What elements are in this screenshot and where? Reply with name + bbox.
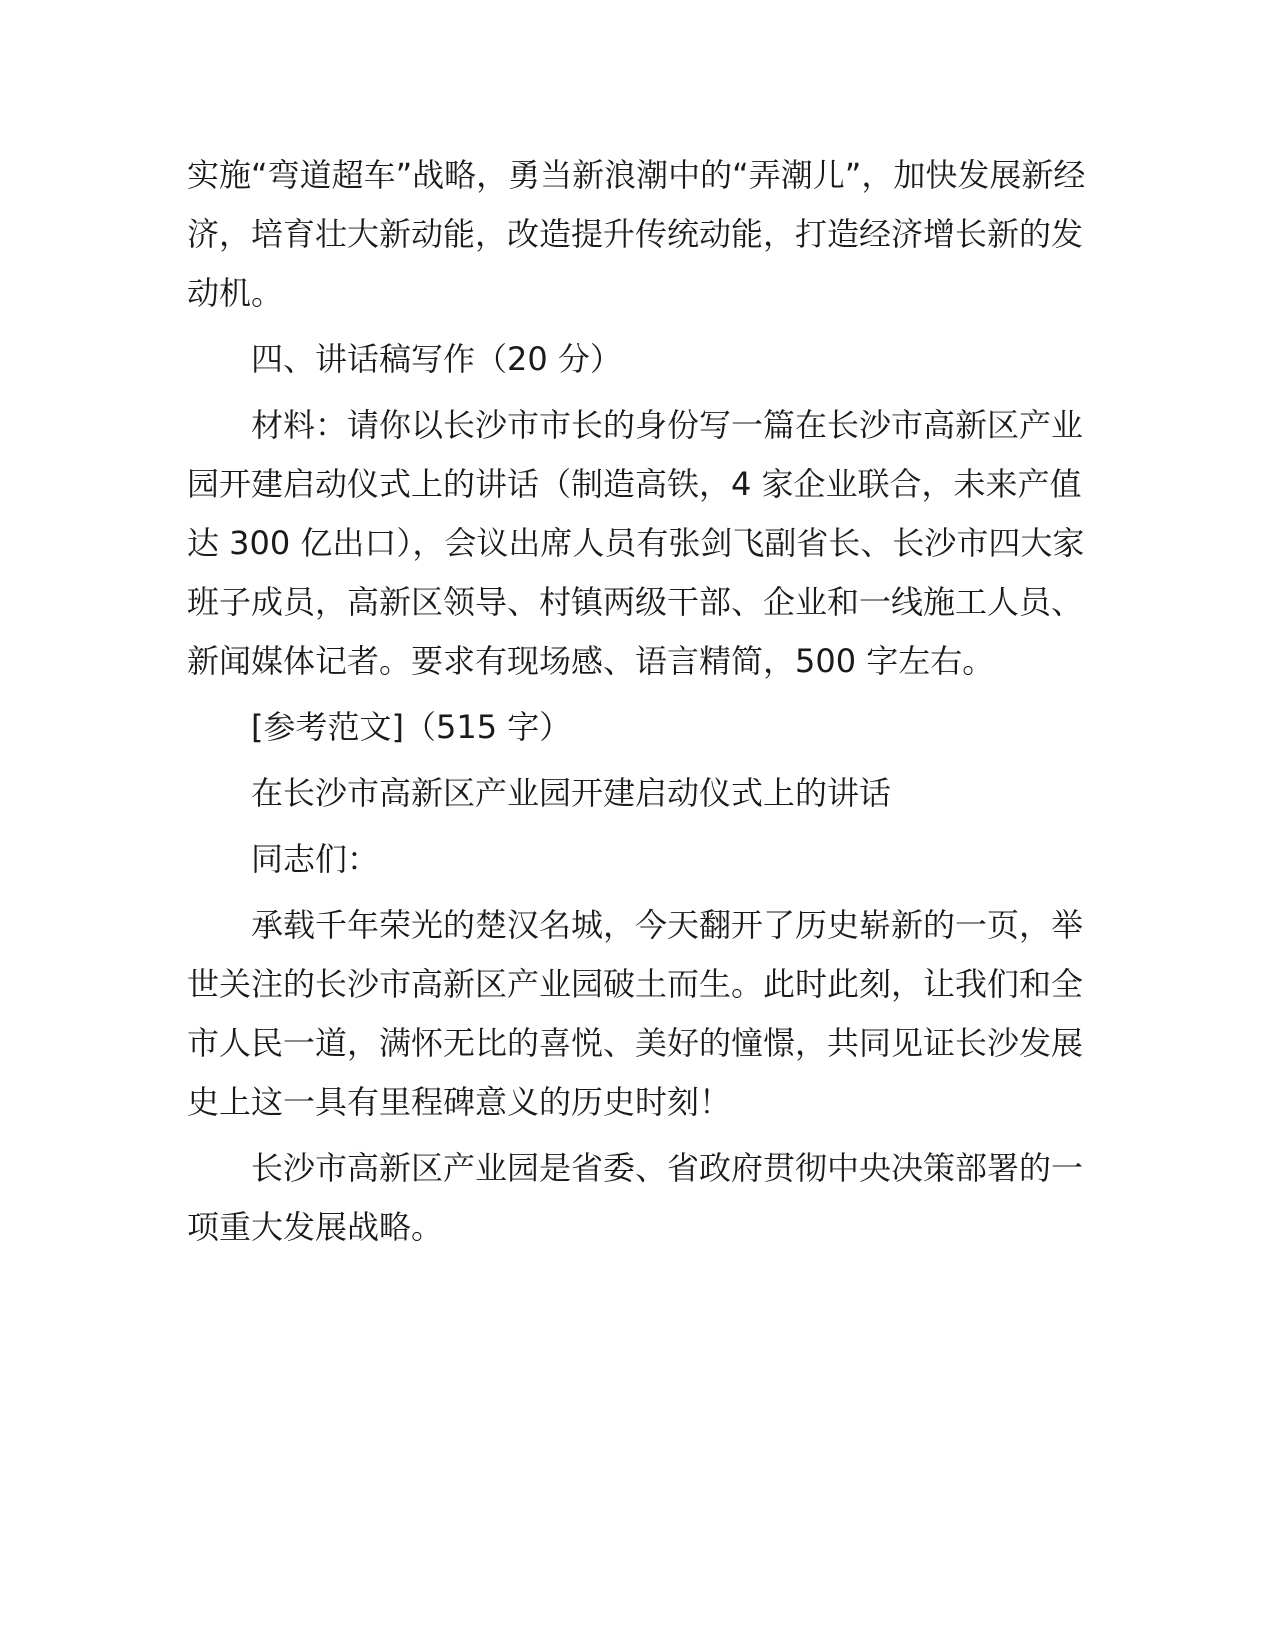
paragraph-economy-strategy: 实施“弯道超车”战略，勇当新浪潮中的“弄潮儿”，加快发展新经济，培育壮大新动能，改造提升传统动能，打造经济增长新的发动机。 (187, 156, 1086, 312)
document-body (187, 146, 1089, 1257)
speech-paragraph-strategy: 长沙市高新区产业园是省委、省政府贯彻中央决策部署的一项重大发展战略。 (187, 1149, 1084, 1246)
section-heading-speech-writing: 四、讲话稿写作（20 分） (251, 340, 622, 378)
reference-essay-label: [参考范文]（515 字） (251, 708, 572, 746)
paragraph-material: 材料：请你以长沙市市长的身份写一篇在长沙市高新区产业园开建启动仪式上的讲话（制造高铁，4 家企业联合，未来产值达 300 亿出口），会议出席人员有张剑飞副省长、长沙市四大家班子成员，高新区领导、村镇两级干部、企业和一线施工人员、新闻媒体记者。要求有现场感、语言精简，500 字左右。 (187, 406, 1085, 680)
speech-title: 在长沙市高新区产业园开建启动仪式上的讲话 (251, 774, 892, 812)
speech-salutation: 同志们： (251, 840, 380, 878)
speech-paragraph-opening: 承载千年荣光的楚汉名城，今天翻开了历史崭新的一页，举世关注的长沙市高新区产业园破土而生。此时此刻，让我们和全市人民一道，满怀无比的喜悦、美好的憧憬，共同见证长沙发展史上这一具有里程碑意义的历史时刻！ (187, 906, 1084, 1121)
